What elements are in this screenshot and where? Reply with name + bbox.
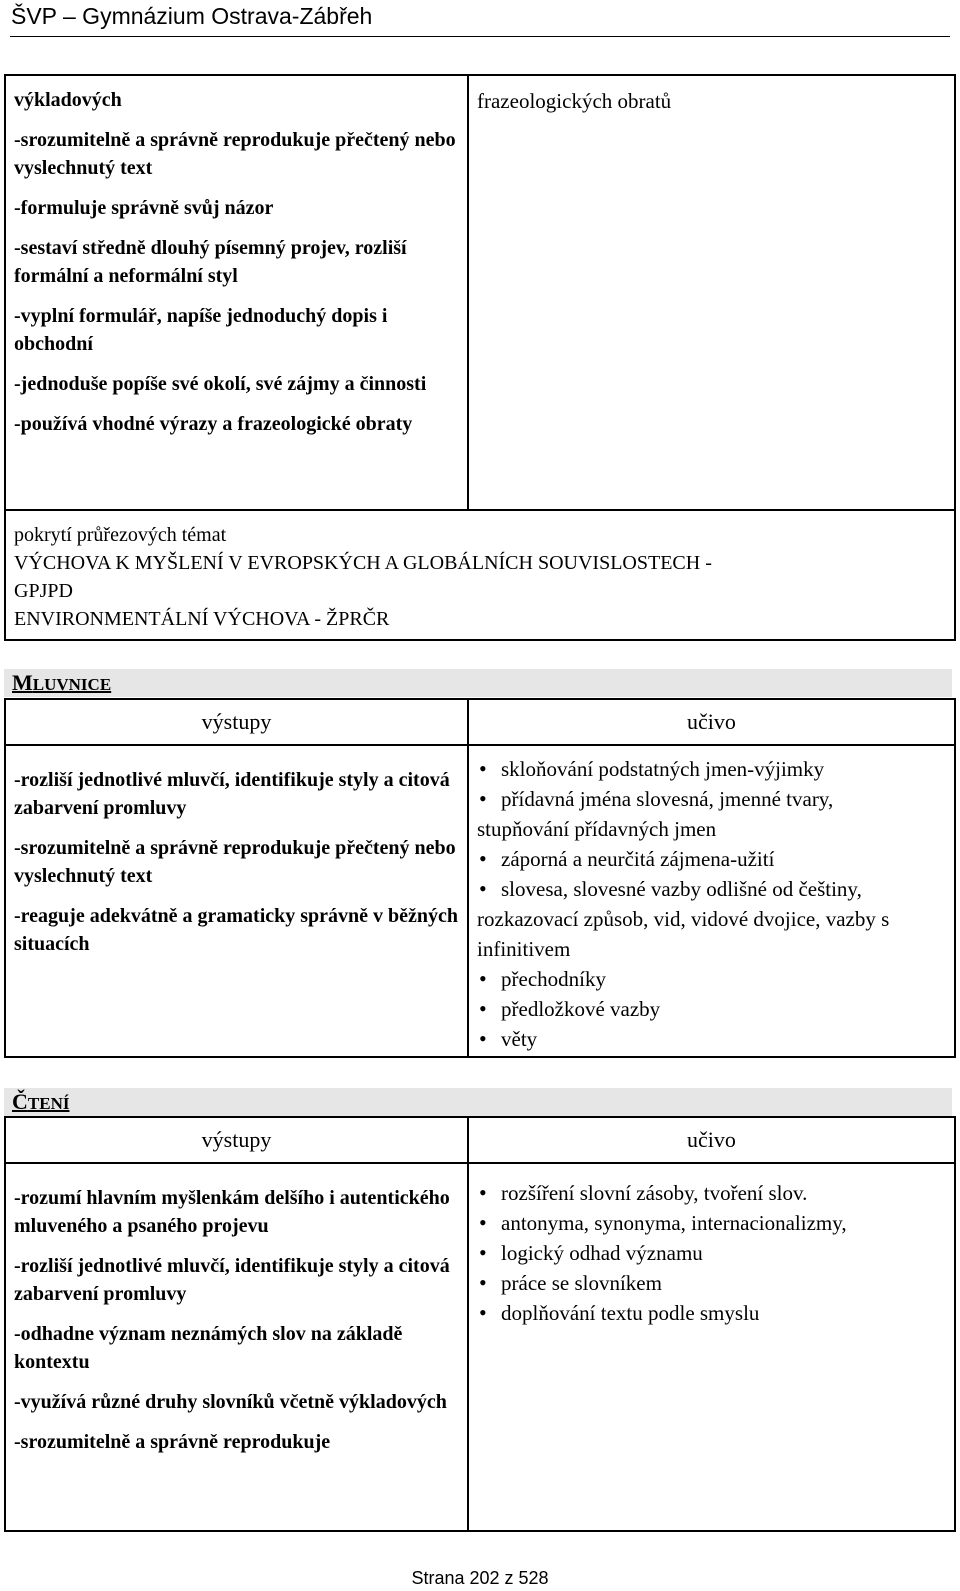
output-item: -rozumí hlavním myšlenkám delšího i autentického mluveného a psaného projevu — [14, 1187, 450, 1237]
section-title-mluvnice: MLUVNICE — [4, 669, 952, 697]
cteni-table — [4, 1116, 956, 1532]
output-item: -rozliší jednotlivé mluvčí, identifikuje styly a citová zabarvení promluvy — [14, 769, 450, 819]
cross-topics-cell — [5, 510, 955, 640]
content-text: frazeologických obratů — [477, 89, 672, 113]
output-item: -srozumitelně a správně reprodukuje přečtený nebo vyslechnutý text — [14, 837, 456, 887]
mluvnice-table — [4, 698, 956, 1058]
output-item: -srozumitelně a správně reprodukuje — [14, 1431, 331, 1453]
cross-topic-line: ENVIRONMENTÁLNÍ VÝCHOVA - ŽPRČR — [14, 608, 390, 630]
top-table — [4, 74, 956, 641]
output-item: -využívá různé druhy slovníků včetně výkladových — [14, 1391, 447, 1413]
cross-topics-label: pokrytí průřezových témat — [14, 524, 227, 546]
content-cell — [468, 1163, 955, 1531]
document-header-title: ŠVP – Gymnázium Ostrava-Zábřeh — [11, 3, 373, 29]
section-title-cteni: ČTENÍ — [4, 1088, 952, 1116]
output-item: -vyplní formulář, napíše jednoduchý dopis i obchodní — [14, 305, 388, 355]
column-header-content: učivo — [468, 1117, 955, 1163]
output-item: -reaguje adekvátně a gramaticky správně v běžných situacích — [14, 905, 459, 955]
column-header-outputs: výstupy — [5, 1117, 468, 1163]
output-item: -formuluje správně svůj názor — [14, 197, 274, 219]
content-cell — [468, 745, 955, 1057]
output-item: -sestaví středně dlouhý písemný projev, rozliší formální a neformální styl — [14, 237, 407, 287]
list-item: • přechodníky — [477, 964, 946, 994]
list-item: • antonyma, synonyma, internacionalizmy, — [477, 1208, 946, 1238]
cross-topic-line: GPJPD — [14, 580, 73, 602]
outputs-cell — [5, 75, 468, 510]
list-item: • práce se slovníkem — [477, 1268, 946, 1298]
list-item: • věty — [477, 1024, 946, 1054]
column-header-outputs: výstupy — [5, 699, 468, 745]
list-item: • logický odhad významu — [477, 1238, 946, 1268]
output-item: -používá vhodné výrazy a frazeologické obraty — [14, 413, 413, 435]
list-item: • doplňování textu podle smyslu — [477, 1298, 946, 1328]
output-item: -odhadne význam neznámých slov na základě kontextu — [14, 1323, 403, 1373]
outputs-cell — [5, 745, 468, 1057]
list-item: • slovesa, slovesné vazby odlišné od češtiny, rozkazovací způsob, vid, vidové dvojice, vazby s infinitivem — [477, 874, 946, 964]
cross-topic-line: VÝCHOVA K MYŠLENÍ V EVROPSKÝCH A GLOBÁLNÍCH SOUVISLOSTECH - — [14, 552, 712, 574]
content-cell — [468, 75, 955, 510]
list-item: • předložkové vazby — [477, 994, 946, 1024]
column-header-content: učivo — [468, 699, 955, 745]
output-item: -srozumitelně a správně reprodukuje přečtený nebo vyslechnutý text — [14, 129, 456, 179]
content-list — [477, 754, 946, 1054]
list-item: • rozšíření slovní zásoby, tvoření slov. — [477, 1178, 946, 1208]
list-item: • záporná a neurčitá zájmena-užití — [477, 844, 946, 874]
content-list — [477, 1178, 946, 1328]
page-number-footer: Strana 202 z 528 — [411, 1568, 549, 1588]
list-item: • přídavná jména slovesná, jmenné tvary, stupňování přídavných jmen — [477, 784, 946, 844]
output-item: výkladových — [14, 89, 122, 111]
header-rule — [10, 36, 950, 37]
outputs-cell — [5, 1163, 468, 1531]
list-item: • skloňování podstatných jmen-výjimky — [477, 754, 946, 784]
output-item: -jednoduše popíše své okolí, své zájmy a činnosti — [14, 373, 427, 395]
output-item: -rozliší jednotlivé mluvčí, identifikuje styly a citová zabarvení promluvy — [14, 1255, 450, 1305]
